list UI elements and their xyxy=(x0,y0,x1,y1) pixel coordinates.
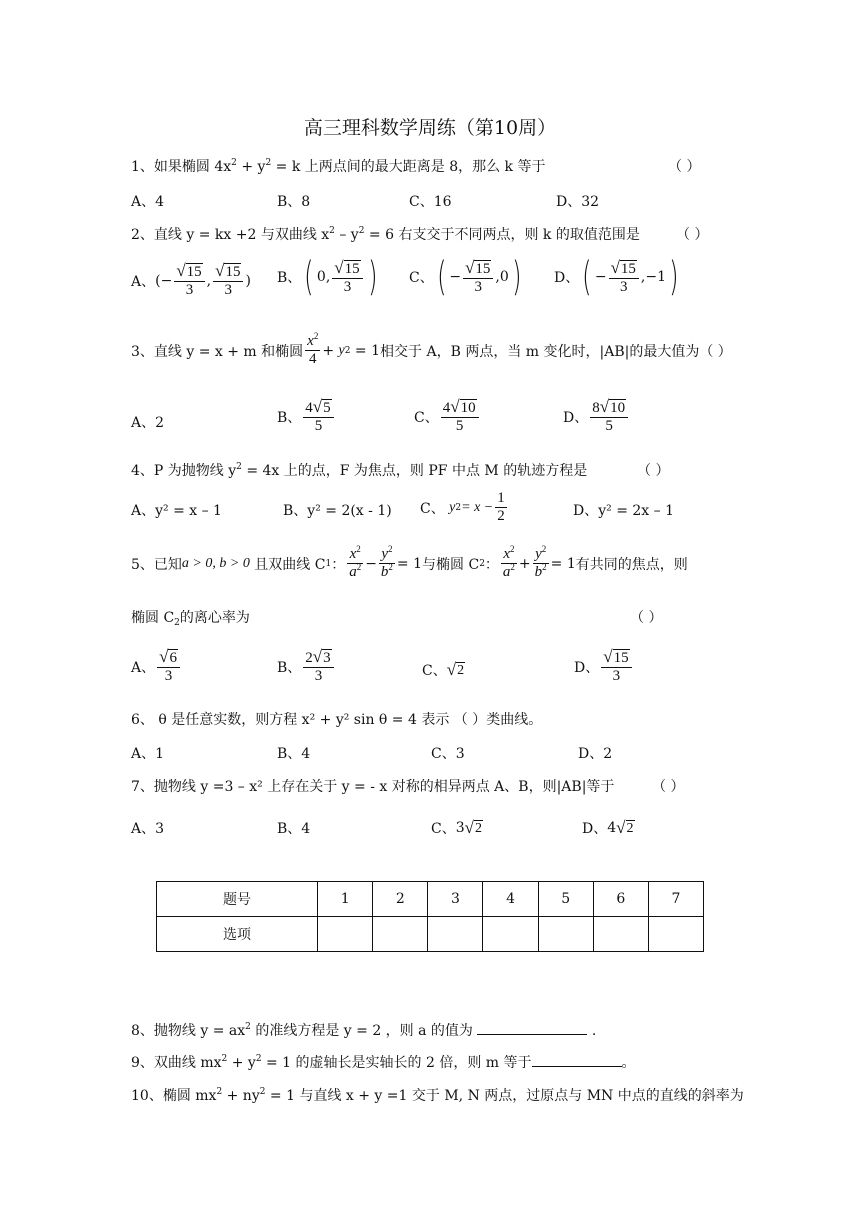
answer-cell[interactable] xyxy=(318,917,373,952)
q4-option-d: D、y² = 2x – 1 xyxy=(573,503,674,519)
answer-paren-5: （ ） xyxy=(630,610,663,626)
fraction: 4 √ 5 5 xyxy=(303,398,333,435)
q6-option-b: B、4 xyxy=(277,746,311,762)
q7-option-a: A、3 xyxy=(131,821,165,837)
question-5: 5、已知 a > 0, b > 0 且双曲线 C 1 ： $\frac{x^2}{a^2}$ − $\frac{y^2}{b^2}$ = 1 与椭圆 C 2 ： $\frac{x^2}{a^2}$ + $\frac{y^2}{b^2}$ = 1 有共同的焦点，则 xyxy=(131,544,688,580)
question-6: 6、 θ 是任意实数，则方程 x² + y² sin θ = 4 表示 （ ）类曲线。 xyxy=(131,712,543,728)
question-8: 8、抛物线 $y = ax^2$ 的准线方程是 y = 2 ，则 a 的值为 . xyxy=(131,1022,597,1039)
answer-cell[interactable] xyxy=(648,917,703,952)
answer-cell[interactable] xyxy=(483,917,538,952)
q3-option-b: B、 4 √ 5 5 xyxy=(277,398,336,435)
fraction: √ 15 3 xyxy=(332,259,362,296)
table-number: 5 xyxy=(538,882,593,917)
table-number: 4 xyxy=(483,882,538,917)
q5-option-d: D、 √ 15 3 xyxy=(574,648,634,685)
q5-option-a: A、 √ 6 3 xyxy=(131,648,182,685)
table-row xyxy=(157,917,704,952)
q6-option-c: C、3 xyxy=(431,746,465,762)
question-9: 9、双曲线 $mx^2 + y^2 = 1$ 的虚轴长是实轴长的 2 倍，则 m 等于 。 xyxy=(131,1054,636,1071)
q1-option-d: D、32 xyxy=(556,194,600,210)
answer-paren-2: （ ） xyxy=(676,227,709,243)
q2-option-a: A、 ( − √ 15 3 , √ 15 3 ) xyxy=(131,261,251,298)
q4-option-b: B、y² = 2(x - 1) xyxy=(283,503,392,519)
table-number: 6 xyxy=(593,882,648,917)
q5-option-b: B、 2 √ 3 3 xyxy=(277,648,336,685)
answer-blank-9[interactable] xyxy=(532,1066,622,1067)
q7-option-d: D、 4 √ 2 xyxy=(582,818,634,837)
fraction: $\frac{x^2}{a^2}$ xyxy=(502,544,515,580)
table-row-label: 选项 xyxy=(157,917,318,952)
question-3: 3、直线 y = x + m 和椭圆 $\frac{x^2}{4}$ + y 2 = 1 相交于 A，B 两点，当 m 变化时，|AB|的最大值为（ ） xyxy=(131,331,732,367)
answer-cell[interactable] xyxy=(593,917,648,952)
answer-cell[interactable] xyxy=(373,917,428,952)
fraction: $\frac{1}{2}$ xyxy=(497,490,505,524)
q1-option-a: A、4 xyxy=(131,194,165,210)
answer-cell[interactable] xyxy=(538,917,593,952)
table-header-label: 题号 xyxy=(157,882,318,917)
q3-option-d: D、 8 √ 10 5 xyxy=(563,398,630,435)
fraction: √ 6 3 xyxy=(157,648,180,685)
fraction: $\frac{y^2}{b^2}$ xyxy=(534,544,547,580)
fraction: √ 15 3 xyxy=(463,259,493,296)
question-10: 10、椭圆 $mx^2 + ny^2 = 1$ 与直线 x + y =1 交于 M, N 两点，过原点与 MN 中点的直线的斜率为 xyxy=(131,1087,744,1104)
fraction: 4 √ 10 5 xyxy=(441,398,479,435)
question-7: 7、抛物线 y =3 – x² 上存在关于 y = - x 对称的相异两点 A、B，则|AB|等于 xyxy=(131,779,615,795)
question-1: 1、如果椭圆 $4x^2 + y^2 = k$ 上两点间的最大距离是 8，那么 k 等于 xyxy=(131,158,546,175)
q3-option-a: A、2 xyxy=(131,415,165,431)
q3-option-c: C、 4 √ 10 5 xyxy=(414,398,481,435)
table-number: 3 xyxy=(428,882,483,917)
table-row xyxy=(157,882,704,917)
fraction: $\frac{x^2}{4}$ xyxy=(307,331,319,367)
q7-option-b: B、4 xyxy=(277,821,311,837)
q6-option-d: D、2 xyxy=(578,746,613,762)
q4-option-c: C、 y 2 = x − $\frac{1}{2}$ xyxy=(420,490,505,524)
answer-paren-7: （ ） xyxy=(652,779,685,795)
question-2: 2、直线 y = kx +2 与双曲线 $x^2 - y^2 = 6$ 右支交于不同两点，则 k 的取值范围是 xyxy=(131,226,640,243)
table-number: 2 xyxy=(373,882,428,917)
q4-option-a: A、y² = x – 1 xyxy=(131,503,222,519)
fraction: √ 15 3 xyxy=(213,262,243,299)
question-5-line2: 椭圆 $C_2$的离心率为 xyxy=(131,610,250,628)
fraction: $\frac{y^2}{b^2}$ xyxy=(380,544,393,580)
q2-option-b: B、 ( 0 , √ 15 3 ) xyxy=(277,254,378,300)
q2-option-c: C、 ( − √ 15 3 , 0 ) xyxy=(409,254,522,300)
q1-option-c: C、16 xyxy=(409,194,452,210)
answer-table xyxy=(156,881,704,952)
q1-option-b: B、8 xyxy=(277,194,311,210)
fraction: 8 √ 10 5 xyxy=(590,398,628,435)
answer-cell[interactable] xyxy=(428,917,483,952)
answer-paren-1: （ ） xyxy=(668,159,701,175)
table-number: 1 xyxy=(318,882,373,917)
answer-blank-8[interactable] xyxy=(477,1034,587,1035)
fraction: $\frac{x^2}{a^2}$ xyxy=(349,544,362,580)
answer-paren-4: （ ） xyxy=(637,463,670,479)
page-title: 高三理科数学周练（第10周） xyxy=(303,117,557,139)
fraction: 2 √ 3 3 xyxy=(303,648,333,685)
fraction: √ 15 3 xyxy=(601,648,631,685)
q6-option-a: A、1 xyxy=(131,746,165,762)
table-number: 7 xyxy=(648,882,703,917)
fraction: √ 15 3 xyxy=(609,259,639,296)
q7-option-c: C、 3 √ 2 xyxy=(431,818,482,837)
q5-option-c: C、 √ 2 xyxy=(422,660,465,679)
fraction: √ 15 3 xyxy=(174,262,204,299)
question-4: 4、P 为抛物线 $y^2 = 4x$ 上的点，F 为焦点，则 PF 中点 M 的轨迹方程是 xyxy=(131,462,588,479)
q2-option-d: D、 ( − √ 15 3 , −1 ) xyxy=(554,254,679,300)
